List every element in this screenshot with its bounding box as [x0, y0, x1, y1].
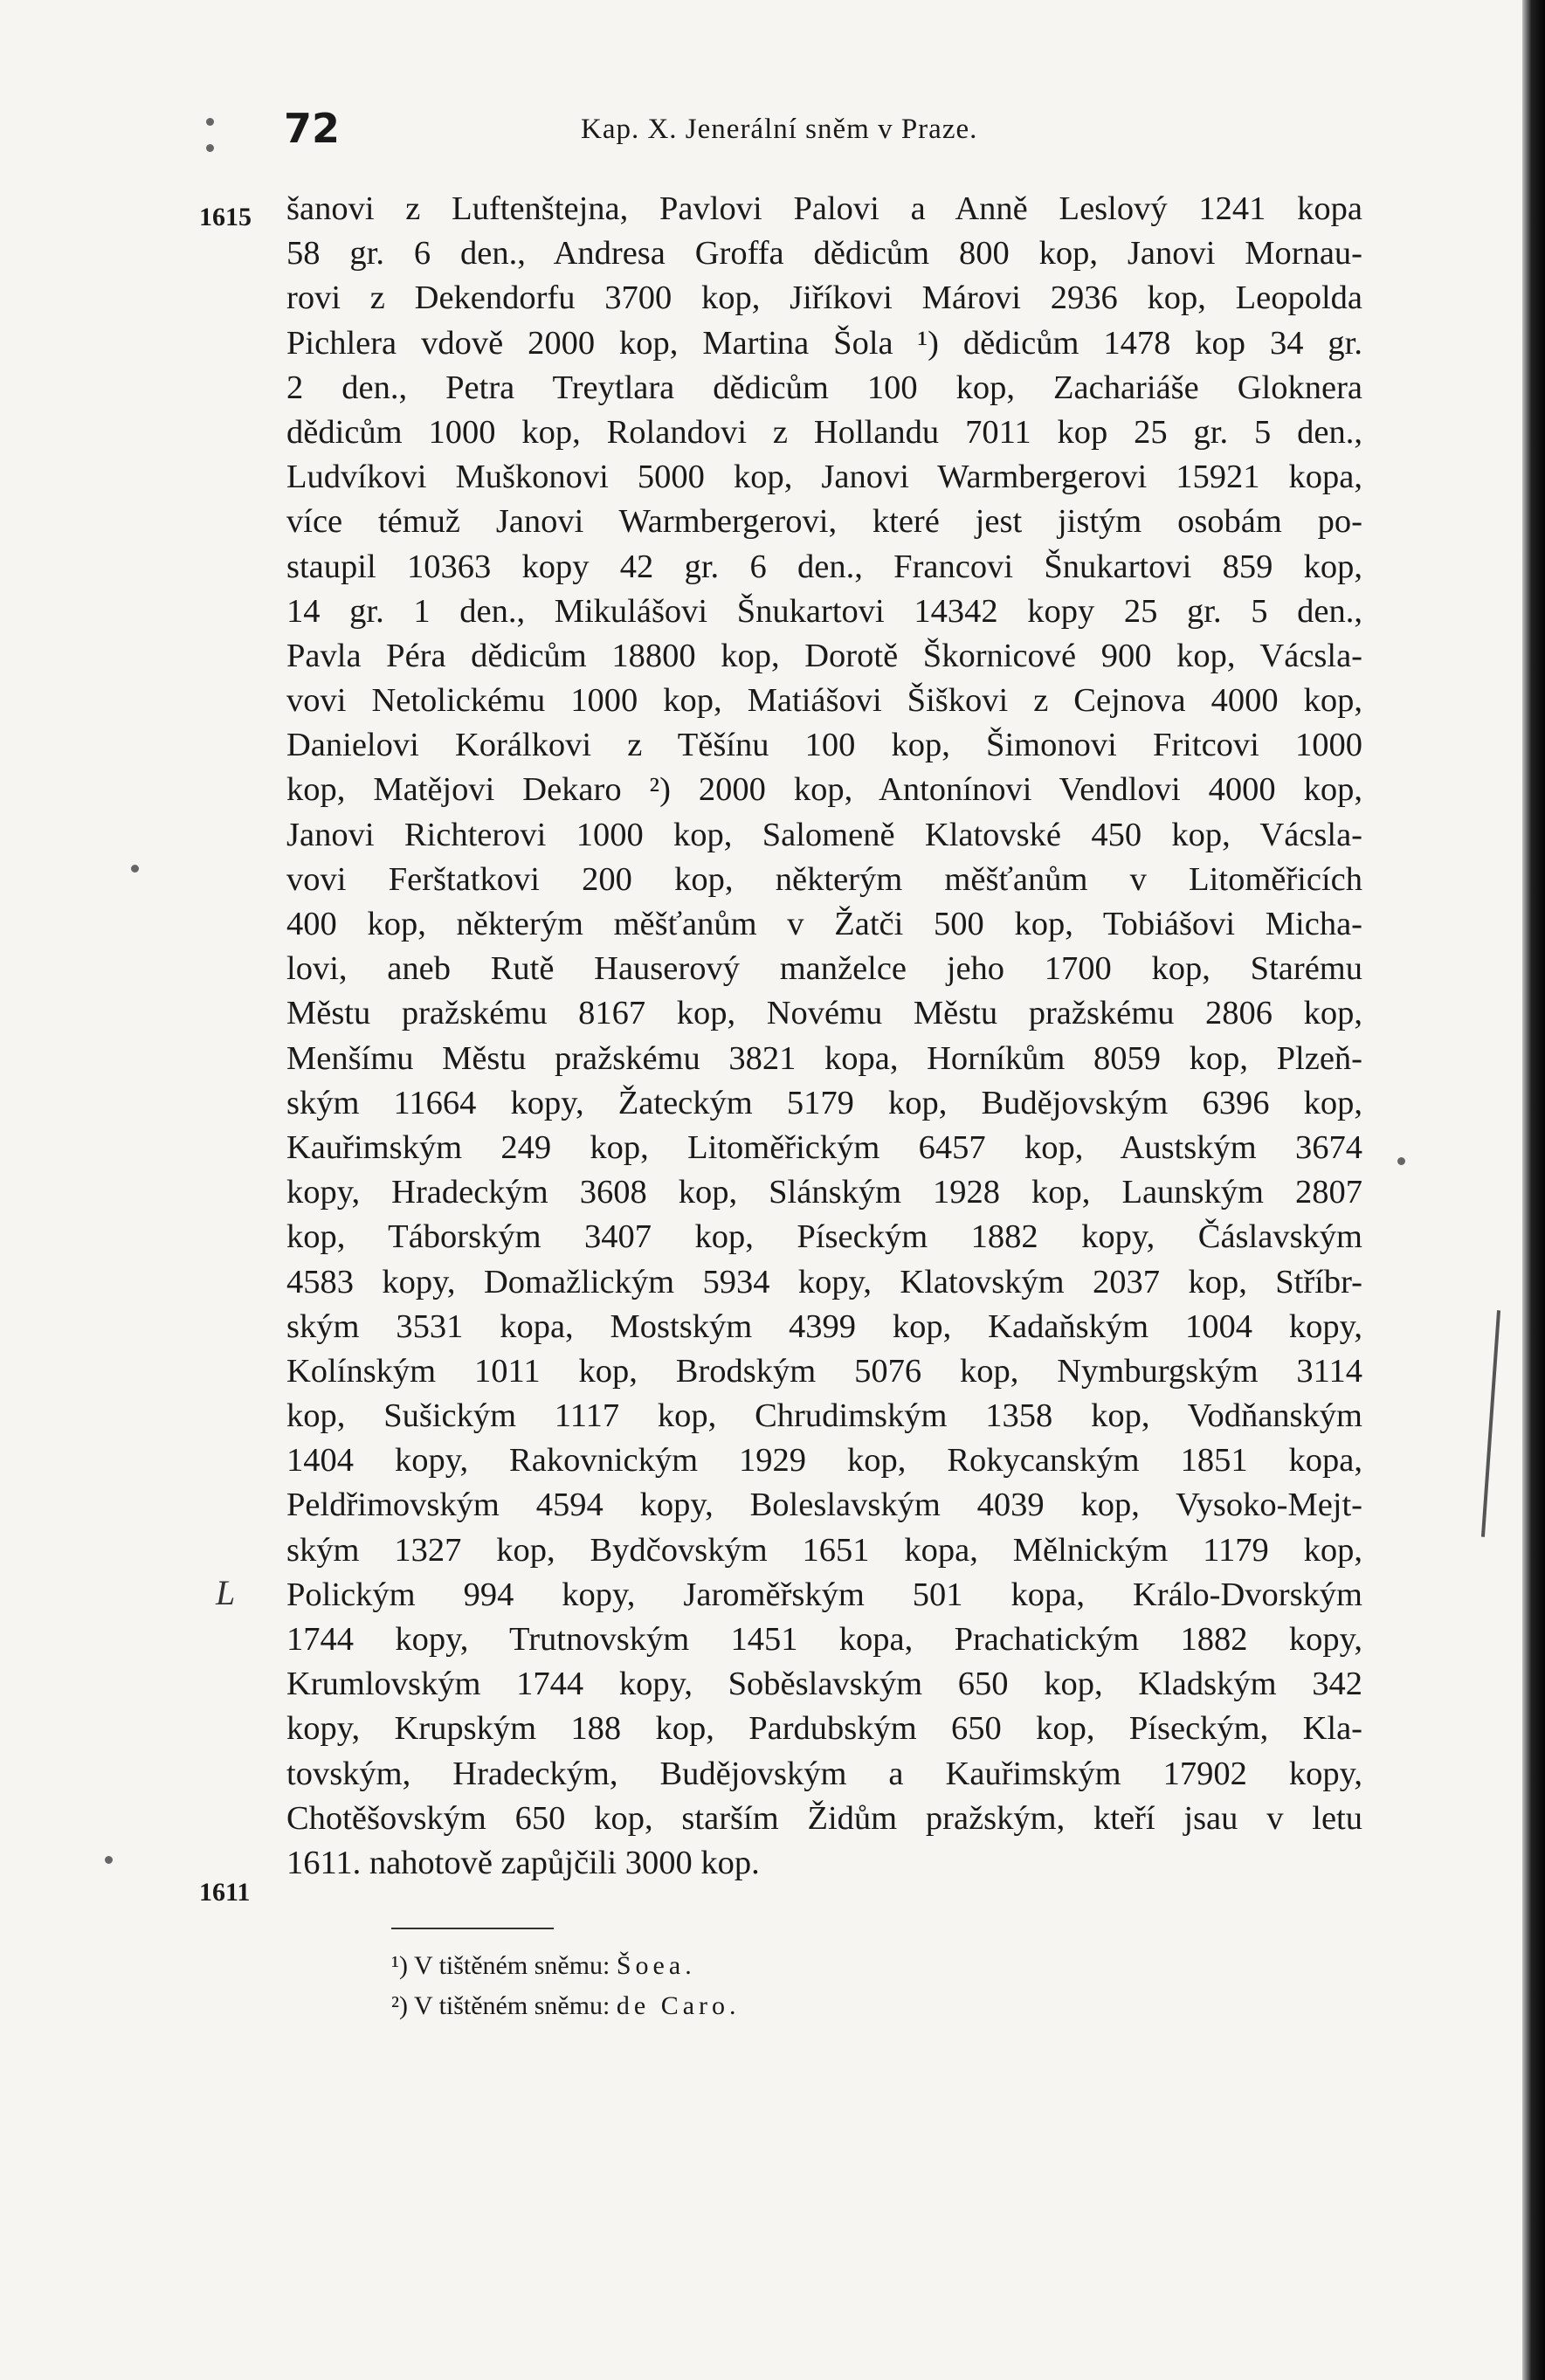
text-line: kopy, Hradeckým 3608 kop, Slánským 1928 kop, Launským 2807 [286, 1174, 1362, 1211]
text-line: 1404 kopy, Rakovnickým 1929 kop, Rokycanským 1851 kopa, [286, 1442, 1362, 1480]
text-line: šanovi z Luftenštejna, Pavlovi Palovi a Anně Leslový 1241 kopa [286, 190, 1362, 227]
text-line: vovi Ferštatkovi 200 kop, některým měšťanům v Litoměřicích [286, 860, 1362, 898]
footnote [391, 1946, 741, 1986]
page-number: 72 [284, 105, 341, 152]
text-line: 400 kop, některým měšťanům v Žatči 500 kop, Tobiášovi Micha- [286, 906, 1362, 942]
scan-speck [105, 1856, 113, 1864]
text-line: 58 gr. 6 den., Andresa Groffa dědicům 800 kop, Janovi Mornau- [286, 235, 1362, 272]
footnote-value: Šoea. [616, 1951, 696, 1980]
text-line: rovi z Dekendorfu 3700 kop, Jiříkovi Márovi 2936 kop, Leopolda [286, 279, 1362, 317]
text-line: Danielovi Korálkovi z Těšínu 100 kop, Šimonovi Fritcovi 1000 [286, 727, 1362, 764]
text-line: Janovi Richterovi 1000 kop, Salomeně Klatovské 450 kop, Vácsla- [286, 816, 1362, 853]
margin-pencil-mark: L [216, 1573, 236, 1612]
text-line: 14 gr. 1 den., Mikulášovi Šnukartovi 14342 kopy 25 gr. 5 den., [286, 592, 1362, 630]
page-header [284, 105, 1419, 157]
text-line: ským 3531 kopa, Mostským 4399 kop, Kadaňským 1004 kopy, [286, 1307, 1362, 1345]
margin-year-top: 1615 [199, 203, 252, 231]
text-line: vovi Netolickému 1000 kop, Matiášovi Šiškovi z Cejnova 4000 kop, [286, 682, 1362, 720]
body-text [286, 187, 1362, 1886]
text-line: Pavla Péra dědicům 18800 kop, Dorotě Škornicové 900 kop, Vácsla- [286, 637, 1362, 674]
text-line: Menšímu Městu pražskému 3821 kopa, Horníkům 8059 kop, Plzeň- [286, 1039, 1362, 1077]
scan-scratch [1481, 1310, 1500, 1537]
footnote-value: de Caro. [616, 1991, 741, 2020]
margin-year-bottom: 1611 [199, 1878, 251, 1907]
scan-speck [131, 865, 139, 873]
footnote [391, 1986, 741, 2026]
scan-speck [206, 144, 214, 152]
text-line: dědicům 1000 kop, Rolandovi z Hollandu 7011 kop 25 gr. 5 den., [286, 413, 1362, 451]
text-line: Kauřimským 249 kop, Litoměřickým 6457 kop, Austským 3674 [286, 1128, 1362, 1166]
scan-edge [1522, 0, 1545, 2380]
text-line: lovi, aneb Rutě Hauserový manželce jeho 1700 kop, Starému [286, 950, 1362, 988]
running-head: Kap. X. Jenerální sněm v Praze. [581, 114, 978, 145]
text-line: Ludvíkovi Muškonovi 5000 kop, Janovi Warmbergerovi 15921 kopa, [286, 459, 1362, 496]
text-line: Krumlovským 1744 kopy, Soběslavským 650 kop, Kladským 342 [286, 1666, 1362, 1703]
text-line: staupil 10363 kopy 42 gr. 6 den., Francovi Šnukartovi 859 kop, [286, 548, 1362, 585]
text-line: 1744 kopy, Trutnovským 1451 kopa, Prachatickým 1882 kopy, [286, 1621, 1362, 1658]
text-line: kop, Sušickým 1117 kop, Chrudimským 1358 kop, Vodňanským [286, 1397, 1362, 1435]
text-line: kop, Táborským 3407 kop, Píseckým 1882 kopy, Čáslavským [286, 1218, 1362, 1256]
text-line: Pichlera vdově 2000 kop, Martina Šola ¹) dědicům 1478 kop 34 gr. [286, 324, 1362, 362]
scan-speck [206, 118, 214, 126]
text-line: více témuž Janovi Warmbergerovi, které jest jistým osobám po- [286, 503, 1362, 541]
text-line: 4583 kopy, Domažlickým 5934 kopy, Klatovským 2037 kop, Stříbr- [286, 1263, 1362, 1300]
text-line: kop, Matějovi Dekaro ²) 2000 kop, Antonínovi Vendlovi 4000 kop, [286, 771, 1362, 809]
text-line: ským 11664 kopy, Žateckým 5179 kop, Budějovským 6396 kop, [286, 1084, 1362, 1121]
footnote-label: ²) V tištěném sněmu: [391, 1991, 617, 2020]
text-line: Kolínským 1011 kop, Brodským 5076 kop, Nymburgským 3114 [286, 1352, 1362, 1390]
footnote-label: ¹) V tištěném sněmu: [391, 1951, 617, 1980]
footnotes [391, 1946, 741, 2026]
scan-speck [1397, 1157, 1405, 1165]
text-line: Městu pražskému 8167 kop, Novému Městu pražskému 2806 kop, [286, 995, 1362, 1032]
text-line: 1611. nahotově zapůjčili 3000 kop. [286, 1844, 760, 1881]
text-line: Polickým 994 kopy, Jaroměřským 501 kopa, Králo-Dvorským [286, 1576, 1362, 1613]
text-line: tovským, Hradeckým, Budějovským a Kauřimským 17902 kopy, [286, 1755, 1362, 1792]
footnote-rule [391, 1928, 554, 1929]
text-line: 2 den., Petra Treytlara dědicům 100 kop, Zachariáše Gloknera [286, 369, 1362, 406]
text-line: ským 1327 kop, Bydčovským 1651 kopa, Mělnickým 1179 kop, [286, 1531, 1362, 1569]
text-line: kopy, Krupským 188 kop, Pardubským 650 kop, Píseckým, Kla- [286, 1710, 1362, 1748]
text-line: Peldřimovským 4594 kopy, Boleslavským 4039 kop, Vysoko-Mejt- [286, 1487, 1362, 1524]
text-line: Chotěšovským 650 kop, starším Židům pražským, kteří jsau v letu [286, 1799, 1362, 1837]
